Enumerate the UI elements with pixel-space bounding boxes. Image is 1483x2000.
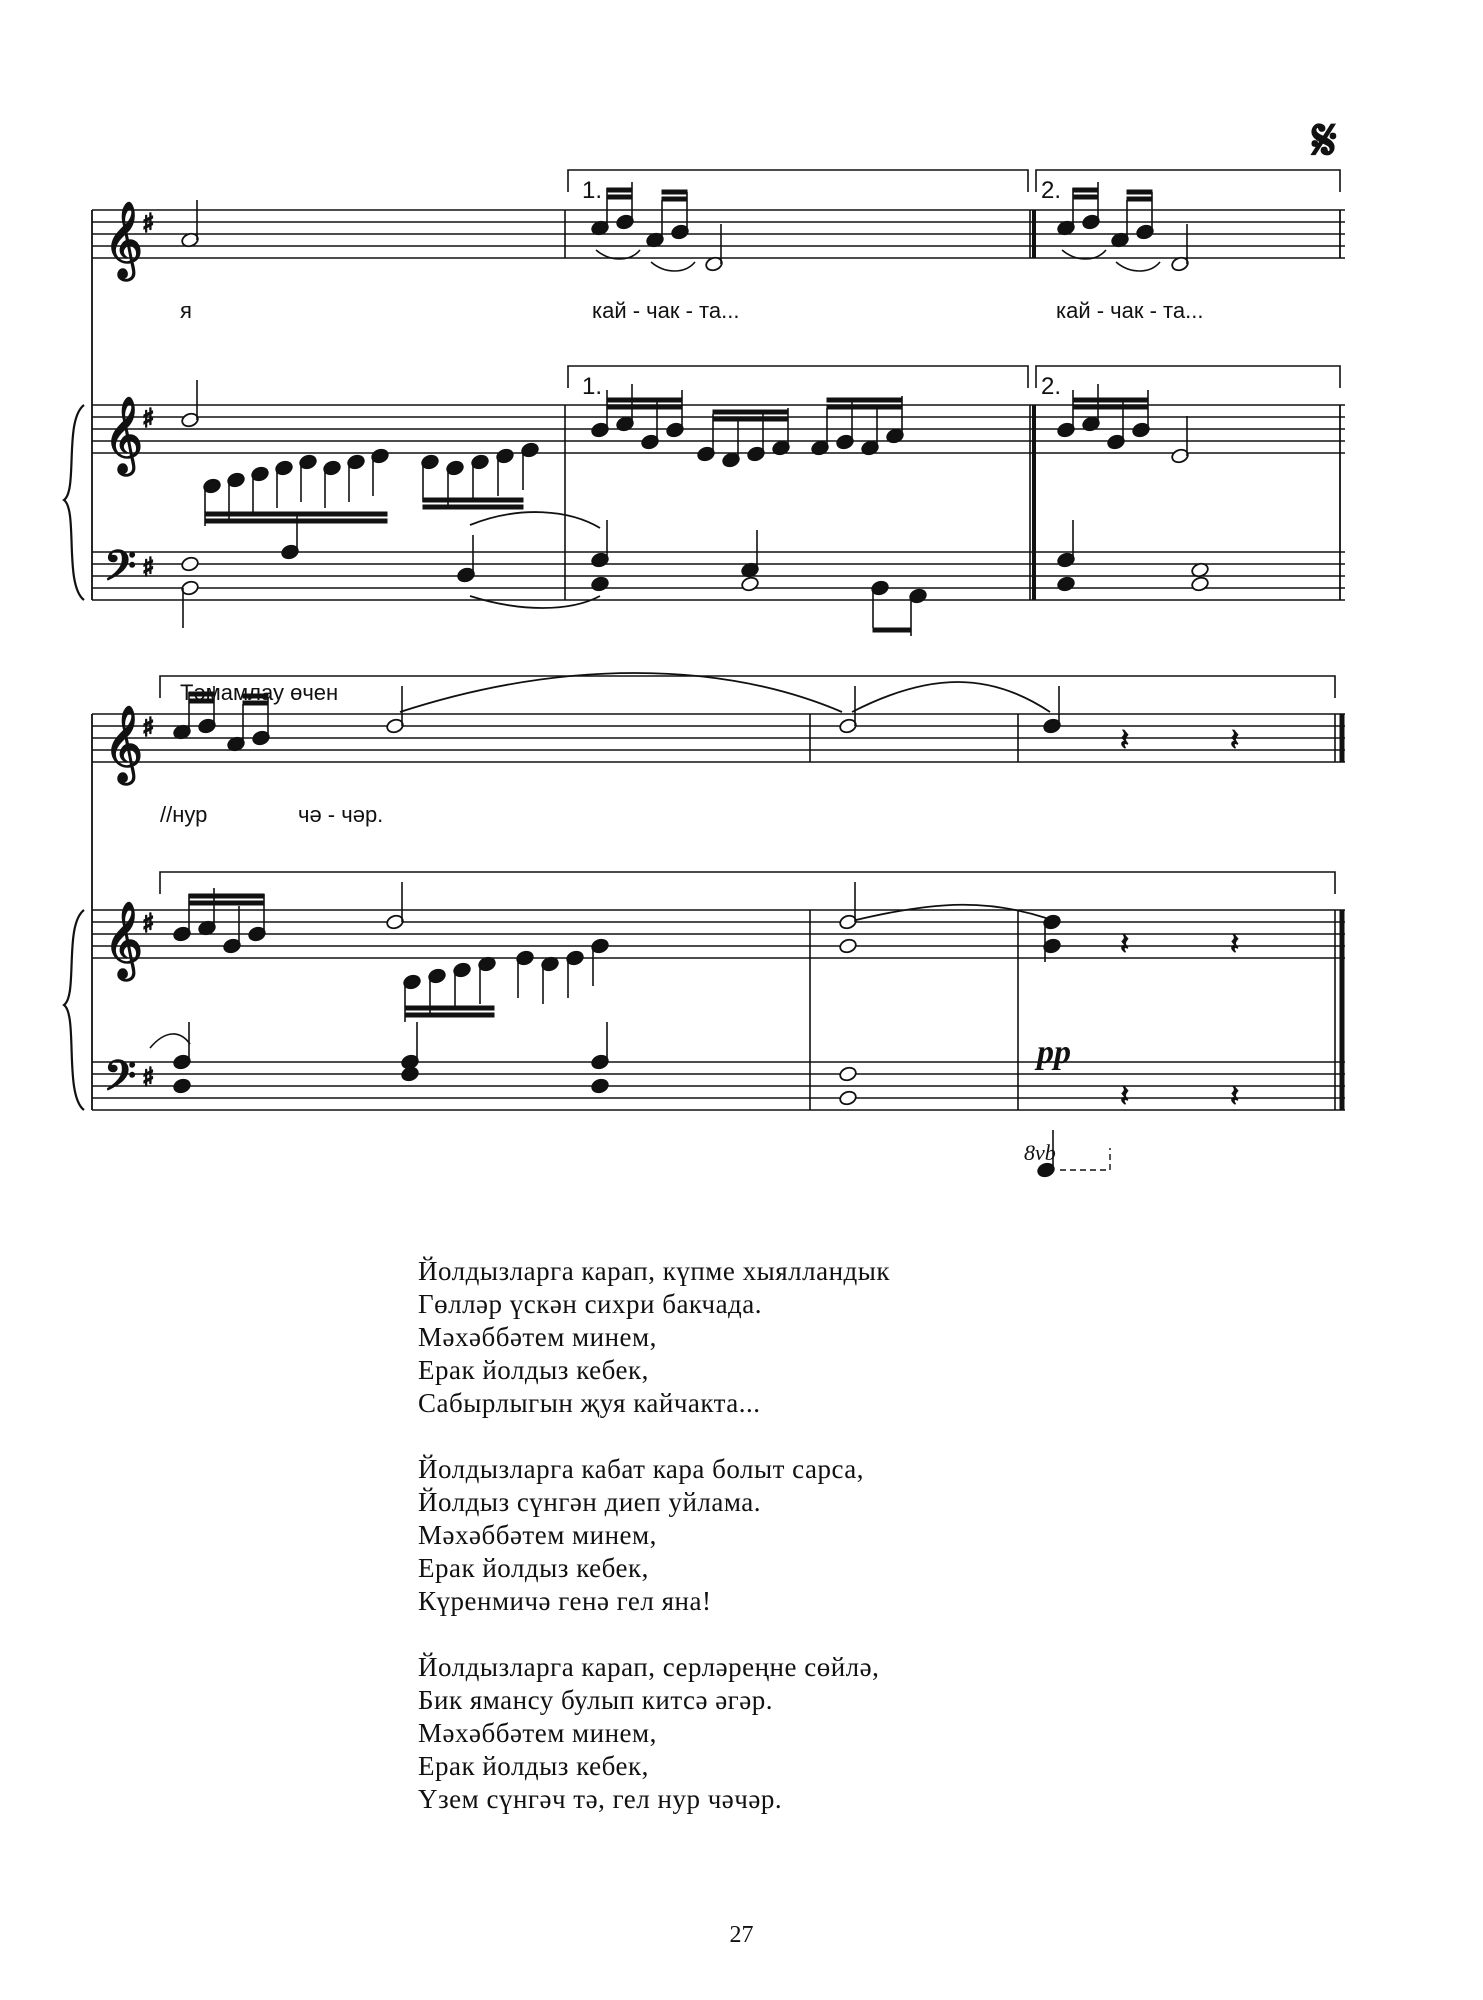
volta-2-label-piano: 2. [1041,373,1062,400]
poem-line: Мәхәббәтем минем, [418,1520,657,1550]
octave-bassa-mark: 8vb [1024,1140,1056,1165]
note-beam [662,190,687,194]
key-signature-sharp: ♯ [142,404,155,434]
note-head [838,938,857,955]
poem-line: Ерак йолдыз кебек, [418,1751,649,1781]
tie [400,673,842,712]
key-signature-sharp: ♯ [142,713,155,743]
treble-clef: 𝄞 [104,396,144,473]
note-beam [423,505,523,509]
quarter-rest: 𝄽 [1120,723,1130,758]
note-beam [1073,195,1098,199]
poem-line: Йолдызларга карап, серләреңне сөйлә, [418,1652,880,1682]
slur [651,262,695,271]
note-head [740,576,759,593]
lyric-ya: я [180,298,192,323]
volta-1-label-voice: 1. [582,177,603,204]
poem-stanza [418,1651,1218,1816]
note-beam [205,512,387,516]
note-head [590,1078,609,1095]
note-beam [827,405,902,409]
note-beam [189,894,264,898]
note-head [1190,576,1209,593]
key-signature-sharp: ♯ [142,209,155,239]
note-beam [423,498,523,502]
note-beam [607,398,682,402]
poem-line: Йолдыз сүнгән диеп уйлама. [418,1487,762,1517]
segno-sign: 𝄋 [1312,106,1337,174]
poem-stanza [418,1453,1218,1618]
lyric-nur: //нур [160,802,208,827]
quarter-rest: 𝄽 [1230,723,1240,758]
poem-line: Мәхәббәтем минем, [418,1718,657,1748]
poem-line: Бик ямансу булып китсә әгәр. [418,1685,773,1715]
note-beam [405,1013,494,1017]
note-head [838,1090,857,1107]
quarter-rest: 𝄽 [1230,927,1240,962]
volta-2-label-voice: 2. [1041,177,1062,204]
tie [470,512,600,528]
piano-treble-staff-2 [92,910,1345,958]
note-head [180,556,199,573]
slur [1116,262,1160,271]
note-beam [1073,405,1148,409]
volta-bracket [568,366,1028,388]
lyric-chachar: чә - чәр. [298,802,384,827]
poem-line: Ерак йолдыз кебек, [418,1553,649,1583]
piano-bass-staff-2 [92,1062,1345,1110]
note-head [400,1066,419,1083]
volta-1-label-piano: 1. [582,373,603,400]
tie [470,596,600,608]
note-beam [205,519,387,523]
quarter-rest: 𝄽 [1230,1079,1240,1114]
note-beam [607,188,632,192]
piano-brace [64,405,84,600]
note-beam [189,901,264,905]
poem-line: Гөлләр үскән сихри бакчада. [418,1289,763,1319]
key-signature-sharp: ♯ [142,553,155,583]
volta-bracket [160,872,1335,894]
treble-clef: 𝄞 [104,705,144,782]
note-beam [405,1006,494,1010]
note-beam [827,398,902,402]
note-beam [873,628,911,632]
poem-line: Сабырлыгын җуя кайчакта... [418,1388,761,1418]
lyric-kaichakta-2: кай - чак - та... [1056,298,1204,323]
tie [852,682,1050,712]
note-beam [1073,188,1098,192]
poem-line: Күренмичә генә гел яна! [418,1586,712,1616]
voice-staff-2 [92,714,1345,762]
note-beam [713,417,788,421]
key-signature-sharp: ♯ [142,1063,155,1093]
treble-clef: 𝄞 [104,901,144,978]
quarter-rest: 𝄽 [1120,927,1130,962]
dynamic-pianissimo: pp [1037,1034,1071,1071]
piano-brace [64,910,84,1110]
poem-line: Йолдызларга карап, күпме хыялландык [418,1256,891,1286]
note-beam [607,405,682,409]
bass-clef: 𝄢 [104,542,137,600]
note-head [172,1078,191,1095]
volta-bracket [1036,366,1340,388]
note-head [838,1066,857,1083]
tie [150,1034,190,1048]
voice-staff-1 [92,210,1345,258]
quarter-rest: 𝄽 [1120,1079,1130,1114]
treble-clef: 𝄞 [104,201,144,278]
lyric-kaichakta-1: кай - чак - та... [592,298,740,323]
poem-line: Үзем сүнгәч тә, гел нур чәчәр. [418,1784,783,1814]
piano-bass-staff-1 [92,552,1345,600]
note-beam [1127,197,1152,201]
poem-text [418,1255,1218,1849]
poem-line: Йолдызларга кабат кара болыт сарса, [418,1454,865,1484]
note-beam [662,197,687,201]
key-signature-sharp: ♯ [142,909,155,939]
page-number: 27 [729,1922,754,1948]
poem-stanza [418,1255,1218,1420]
bass-clef: 𝄢 [104,1052,137,1110]
poem-line: Ерак йолдыз кебек, [418,1355,649,1385]
note-beam [607,195,632,199]
note-head [590,576,609,593]
octave-bracket [1060,1148,1110,1170]
volta-bracket [568,170,1028,192]
note-beam [1127,190,1152,194]
note-head [1056,576,1075,593]
poem-line: Мәхәббәтем минем, [418,1322,657,1352]
note-beam [713,410,788,414]
ending-label: Тәмамлау өчен [180,680,339,705]
note-beam [1073,398,1148,402]
